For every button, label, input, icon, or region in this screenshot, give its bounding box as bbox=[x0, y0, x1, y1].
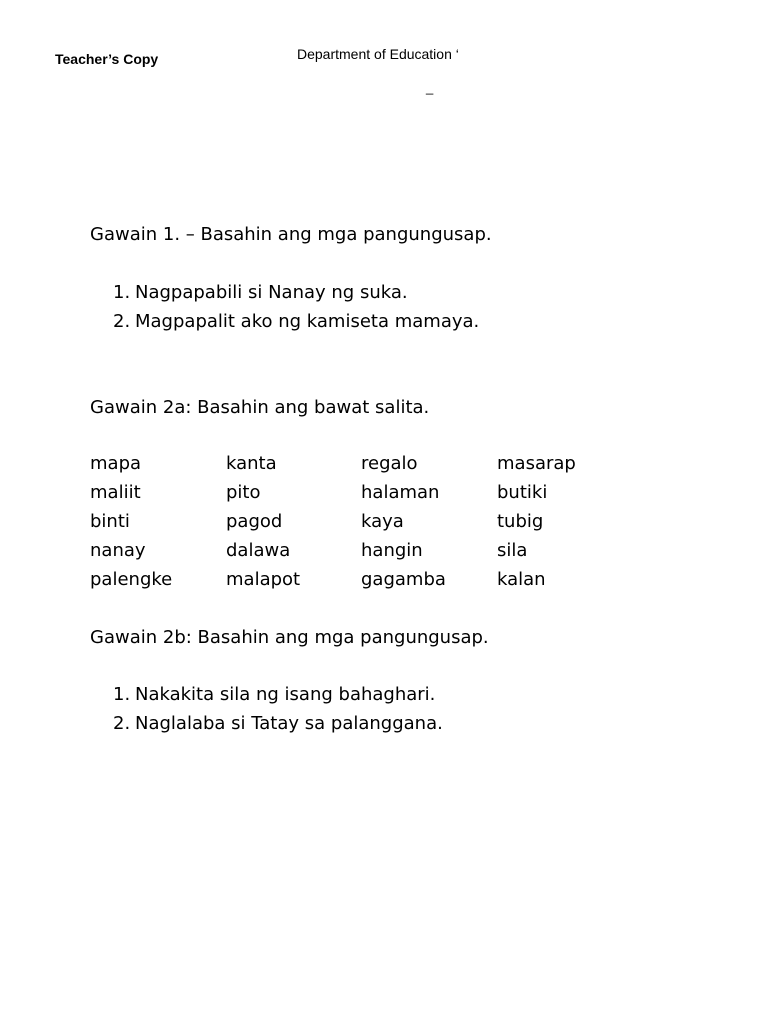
item-number: 1. bbox=[113, 684, 131, 705]
list-item bbox=[113, 680, 443, 709]
item-text: Magpapalit ako ng kamiseta mamaya. bbox=[135, 311, 480, 332]
word: palengke bbox=[90, 569, 173, 590]
word: hangin bbox=[361, 540, 423, 561]
item-number: 1. bbox=[113, 282, 131, 303]
word-grid bbox=[90, 449, 597, 594]
gawain-2b-title: Gawain 2b: Basahin ang mga pangungusap. bbox=[90, 627, 489, 648]
item-text: Nagpapabili si Nanay ng suka. bbox=[135, 282, 408, 303]
word: binti bbox=[90, 511, 130, 532]
department-header: Department of Education ‘ bbox=[297, 46, 459, 62]
gawain-1-list bbox=[113, 278, 479, 336]
header-dash: _ bbox=[426, 80, 434, 95]
word: kalan bbox=[497, 569, 546, 590]
gawain-2a-title: Gawain 2a: Basahin ang bawat salita. bbox=[90, 397, 430, 418]
word: tubig bbox=[497, 511, 544, 532]
word: dalawa bbox=[226, 540, 291, 561]
word: butiki bbox=[497, 482, 548, 503]
word: malapot bbox=[226, 569, 301, 590]
word: sila bbox=[497, 540, 528, 561]
word: regalo bbox=[361, 453, 418, 474]
list-item bbox=[113, 278, 479, 307]
word: mapa bbox=[90, 453, 142, 474]
gawain-1-title: Gawain 1. – Basahin ang mga pangungusap. bbox=[90, 224, 492, 245]
word: kanta bbox=[226, 453, 277, 474]
word: pagod bbox=[226, 511, 283, 532]
list-item bbox=[113, 709, 443, 738]
gawain-2b-list bbox=[113, 680, 443, 738]
item-text: Naglalaba si Tatay sa palanggana. bbox=[135, 713, 443, 734]
word: gagamba bbox=[361, 569, 446, 590]
word: pito bbox=[226, 482, 261, 503]
item-number: 2. bbox=[113, 311, 131, 332]
word: kaya bbox=[361, 511, 404, 532]
word: maliit bbox=[90, 482, 141, 503]
word: masarap bbox=[497, 453, 576, 474]
teachers-copy-label: Teacher’s Copy bbox=[55, 51, 159, 67]
word: halaman bbox=[361, 482, 440, 503]
item-number: 2. bbox=[113, 713, 131, 734]
word: nanay bbox=[90, 540, 146, 561]
list-item bbox=[113, 307, 479, 336]
item-text: Nakakita sila ng isang bahaghari. bbox=[135, 684, 436, 705]
